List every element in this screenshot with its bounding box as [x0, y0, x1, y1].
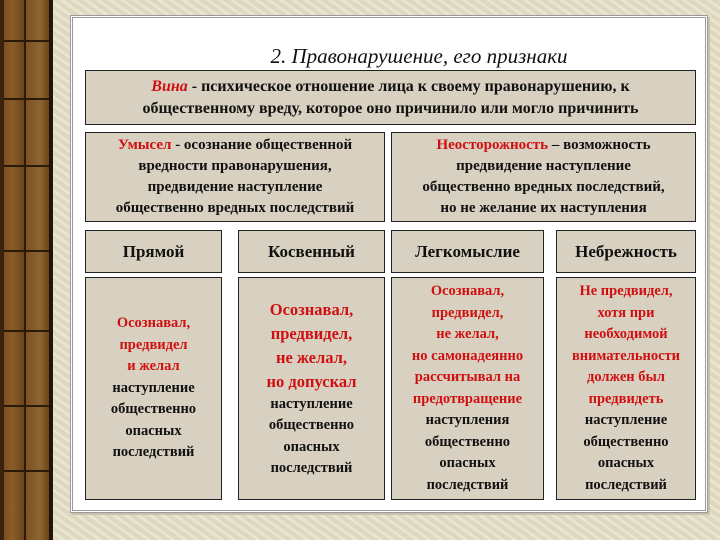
cell-black-line: последствий	[426, 476, 509, 493]
neost-line: предвидение наступление	[456, 158, 631, 174]
cell-red-line: и желал	[127, 358, 180, 375]
cell-black-line: опасных	[125, 422, 182, 439]
decorative-wood-strip	[0, 0, 53, 540]
cell-black-line: опасных	[597, 455, 655, 471]
vina-text: - психическое отношение лица к своему правонарушению, к	[187, 77, 630, 95]
cell-red-line: рассчитывал на	[414, 369, 521, 385]
header-pryamoy: Прямой	[85, 230, 222, 273]
cell-black-line: наступление	[584, 412, 668, 428]
cell-black-line: опасных	[439, 455, 496, 471]
neostorozhnost-definition	[391, 132, 696, 222]
cell-red-line: Осознавал,	[430, 283, 505, 299]
cell-red-line: не желал,	[275, 347, 348, 367]
cell-kosvenny	[238, 277, 385, 500]
header-nebrezhnost: Небрежность	[556, 230, 696, 273]
cell-black-line: наступления	[425, 412, 510, 428]
umysel-line: вредности правонарушения,	[138, 158, 332, 174]
cell-black-line: последствий	[585, 476, 667, 493]
cell-black-line: наступление	[270, 395, 353, 412]
cell-black-line: общественно	[110, 401, 197, 418]
cell-red-line: необходимой	[584, 326, 668, 342]
cell-black-line: последствий	[270, 460, 353, 476]
cell-black-line: общественно	[268, 417, 355, 433]
cell-red-line: не желал,	[436, 326, 499, 342]
cell-red-line: внимательности	[571, 347, 681, 364]
header-legkomyslie: Легкомыслие	[391, 230, 544, 273]
cell-red-line: предвидеть	[588, 390, 664, 407]
slide-panel	[70, 15, 708, 513]
cell-red-line: предвидел,	[431, 304, 504, 321]
header-kosvenny: Косвенный	[238, 230, 385, 273]
cell-black-line: наступление	[112, 379, 195, 396]
cell-black-line: общественно	[583, 433, 669, 450]
cell-black-line: последствий	[112, 444, 195, 461]
cell-red-line: но допускал	[266, 371, 357, 391]
cell-red-line: но самонадеянно	[411, 347, 524, 364]
umysel-term: Умысел	[117, 137, 172, 153]
umysel-line: предвидение наступление	[147, 179, 323, 195]
vina-definition	[85, 70, 696, 125]
cell-red-line: предвидел,	[270, 323, 353, 343]
cell-pryamoy	[85, 277, 222, 500]
cell-red-line: Не предвидел,	[579, 283, 673, 299]
slide-title: 2. Правонарушение, его признаки	[270, 44, 568, 68]
vina-term: Вина	[151, 77, 188, 95]
cell-black-line: опасных	[283, 438, 340, 455]
cell-legkomyslie	[391, 277, 544, 500]
cell-red-line: хотя при	[597, 304, 655, 321]
umysel-line: общественно вредных последствий	[115, 200, 355, 216]
neost-term: Неосторожность	[436, 137, 549, 153]
neost-text: – возможность	[548, 137, 651, 153]
vina-text-2: общественному вреду, которое оно причинило или могло причинить	[142, 99, 639, 117]
cell-red-line: предвидел	[119, 336, 188, 353]
neost-line: но не желание их наступления	[440, 200, 647, 216]
cell-red-line: Осознавал,	[116, 315, 191, 332]
cell-nebrezhnost	[556, 277, 696, 500]
cell-black-line: общественно	[424, 433, 511, 450]
cell-red-line: предотвращение	[412, 390, 523, 407]
neost-line: общественно вредных последствий,	[422, 179, 665, 195]
cell-red-line: Осознавал,	[269, 299, 354, 319]
umysel-text: - осознание общественной	[171, 137, 353, 153]
umysel-definition	[85, 132, 385, 222]
cell-red-line: должен был	[587, 369, 665, 385]
